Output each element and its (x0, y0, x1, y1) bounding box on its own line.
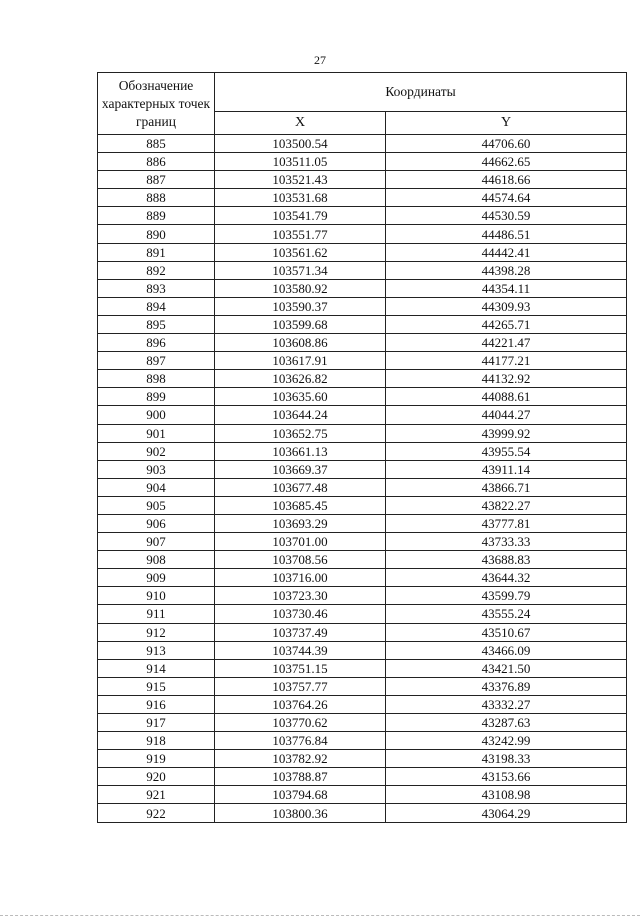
x-cell: 103626.82 (215, 370, 386, 388)
x-cell: 103551.77 (215, 225, 386, 243)
y-cell: 44530.59 (386, 207, 627, 225)
x-cell: 103764.26 (215, 695, 386, 713)
x-cell: 103800.36 (215, 804, 386, 822)
y-cell: 43466.09 (386, 641, 627, 659)
point-id-cell: 900 (98, 406, 215, 424)
table-row (98, 334, 627, 352)
table-row (98, 189, 627, 207)
x-cell: 103782.92 (215, 750, 386, 768)
y-cell: 43555.24 (386, 605, 627, 623)
table-row (98, 623, 627, 641)
point-id-cell: 891 (98, 243, 215, 261)
y-cell: 44442.41 (386, 243, 627, 261)
point-id-cell: 902 (98, 442, 215, 460)
x-cell: 103788.87 (215, 768, 386, 786)
y-cell: 43242.99 (386, 732, 627, 750)
point-id-cell: 912 (98, 623, 215, 641)
x-cell: 103590.37 (215, 297, 386, 315)
point-id-cell: 894 (98, 297, 215, 315)
page-number: 27 (314, 53, 326, 67)
y-cell: 43287.63 (386, 714, 627, 732)
y-cell: 43510.67 (386, 623, 627, 641)
table-row (98, 786, 627, 804)
table-row (98, 207, 627, 225)
table-row (98, 677, 627, 695)
y-cell: 44132.92 (386, 370, 627, 388)
y-cell: 43822.27 (386, 496, 627, 514)
table-row (98, 442, 627, 460)
table-row (98, 460, 627, 478)
x-cell: 103652.75 (215, 424, 386, 442)
point-id-cell: 907 (98, 533, 215, 551)
x-cell: 103677.48 (215, 478, 386, 496)
x-cell: 103531.68 (215, 189, 386, 207)
point-id-cell: 913 (98, 641, 215, 659)
point-id-cell: 899 (98, 388, 215, 406)
point-id-cell: 909 (98, 569, 215, 587)
x-cell: 103644.24 (215, 406, 386, 424)
y-cell: 44486.51 (386, 225, 627, 243)
point-id-cell: 895 (98, 315, 215, 333)
x-cell: 103737.49 (215, 623, 386, 641)
point-id-cell: 918 (98, 732, 215, 750)
y-cell: 44088.61 (386, 388, 627, 406)
point-id-cell: 905 (98, 496, 215, 514)
x-cell: 103599.68 (215, 315, 386, 333)
point-id-cell: 893 (98, 279, 215, 297)
point-id-cell: 914 (98, 659, 215, 677)
y-cell: 43108.98 (386, 786, 627, 804)
point-id-cell: 896 (98, 334, 215, 352)
x-cell: 103708.56 (215, 551, 386, 569)
table-row (98, 533, 627, 551)
x-cell: 103500.54 (215, 135, 386, 153)
x-cell: 103776.84 (215, 732, 386, 750)
table-row (98, 659, 627, 677)
x-cell: 103617.91 (215, 352, 386, 370)
x-cell: 103730.46 (215, 605, 386, 623)
table-row (98, 551, 627, 569)
y-cell: 43911.14 (386, 460, 627, 478)
y-cell: 43421.50 (386, 659, 627, 677)
y-cell: 44706.60 (386, 135, 627, 153)
table-row (98, 768, 627, 786)
x-cell: 103541.79 (215, 207, 386, 225)
y-cell: 44309.93 (386, 297, 627, 315)
table-row (98, 496, 627, 514)
y-cell: 44044.27 (386, 406, 627, 424)
table-row (98, 135, 627, 153)
y-cell: 44177.21 (386, 352, 627, 370)
table-row (98, 478, 627, 496)
point-id-cell: 892 (98, 261, 215, 279)
point-id-cell: 915 (98, 677, 215, 695)
table-row (98, 153, 627, 171)
y-cell: 44574.64 (386, 189, 627, 207)
y-cell: 43733.33 (386, 533, 627, 551)
y-cell: 44618.66 (386, 171, 627, 189)
point-id-cell: 886 (98, 153, 215, 171)
header-point-label: Обозначение характерных точек границ (98, 73, 215, 135)
point-id-cell: 919 (98, 750, 215, 768)
x-cell: 103751.15 (215, 659, 386, 677)
x-cell: 103701.00 (215, 533, 386, 551)
x-cell: 103521.43 (215, 171, 386, 189)
table-row (98, 243, 627, 261)
y-cell: 43599.79 (386, 587, 627, 605)
table-body (98, 135, 627, 823)
point-id-cell: 903 (98, 460, 215, 478)
table-row (98, 370, 627, 388)
point-id-cell: 888 (98, 189, 215, 207)
x-cell: 103669.37 (215, 460, 386, 478)
point-id-cell: 897 (98, 352, 215, 370)
table-row (98, 587, 627, 605)
point-id-cell: 916 (98, 695, 215, 713)
y-cell: 43064.29 (386, 804, 627, 822)
table-row (98, 261, 627, 279)
point-id-cell: 910 (98, 587, 215, 605)
point-id-cell: 922 (98, 804, 215, 822)
y-cell: 43777.81 (386, 514, 627, 532)
point-id-cell: 908 (98, 551, 215, 569)
table-row (98, 352, 627, 370)
y-cell: 44221.47 (386, 334, 627, 352)
table-row (98, 605, 627, 623)
x-cell: 103744.39 (215, 641, 386, 659)
x-cell: 103571.34 (215, 261, 386, 279)
point-id-cell: 906 (98, 514, 215, 532)
x-cell: 103580.92 (215, 279, 386, 297)
y-cell: 43376.89 (386, 677, 627, 695)
x-cell: 103511.05 (215, 153, 386, 171)
table-row (98, 225, 627, 243)
table-row (98, 315, 627, 333)
y-cell: 43153.66 (386, 768, 627, 786)
x-cell: 103635.60 (215, 388, 386, 406)
x-cell: 103723.30 (215, 587, 386, 605)
table-row (98, 732, 627, 750)
table-row (98, 424, 627, 442)
point-id-cell: 901 (98, 424, 215, 442)
y-cell: 43688.83 (386, 551, 627, 569)
table-row (98, 406, 627, 424)
x-cell: 103661.13 (215, 442, 386, 460)
table-row (98, 695, 627, 713)
x-cell: 103794.68 (215, 786, 386, 804)
y-cell: 43999.92 (386, 424, 627, 442)
y-cell: 43332.27 (386, 695, 627, 713)
point-id-cell: 921 (98, 786, 215, 804)
point-id-cell: 911 (98, 605, 215, 623)
header-x: X (215, 112, 386, 135)
y-cell: 43866.71 (386, 478, 627, 496)
point-id-cell: 920 (98, 768, 215, 786)
point-id-cell: 885 (98, 135, 215, 153)
table-row (98, 804, 627, 822)
table-row (98, 514, 627, 532)
x-cell: 103608.86 (215, 334, 386, 352)
y-cell: 44265.71 (386, 315, 627, 333)
table-row (98, 297, 627, 315)
point-id-cell: 904 (98, 478, 215, 496)
point-id-cell: 917 (98, 714, 215, 732)
point-id-cell: 889 (98, 207, 215, 225)
x-cell: 103685.45 (215, 496, 386, 514)
y-cell: 44398.28 (386, 261, 627, 279)
y-cell: 43955.54 (386, 442, 627, 460)
point-id-cell: 887 (98, 171, 215, 189)
point-id-cell: 890 (98, 225, 215, 243)
x-cell: 103757.77 (215, 677, 386, 695)
x-cell: 103770.62 (215, 714, 386, 732)
y-cell: 43644.32 (386, 569, 627, 587)
table-row (98, 714, 627, 732)
y-cell: 44354.11 (386, 279, 627, 297)
table-row (98, 171, 627, 189)
header-coordinates: Координаты (215, 73, 627, 112)
coordinates-table (97, 72, 627, 823)
table-row (98, 750, 627, 768)
table-row (98, 279, 627, 297)
y-cell: 43198.33 (386, 750, 627, 768)
table-row (98, 641, 627, 659)
header-y: Y (386, 112, 627, 135)
x-cell: 103561.62 (215, 243, 386, 261)
y-cell: 44662.65 (386, 153, 627, 171)
table-row (98, 388, 627, 406)
point-id-cell: 898 (98, 370, 215, 388)
x-cell: 103693.29 (215, 514, 386, 532)
table-row (98, 569, 627, 587)
x-cell: 103716.00 (215, 569, 386, 587)
